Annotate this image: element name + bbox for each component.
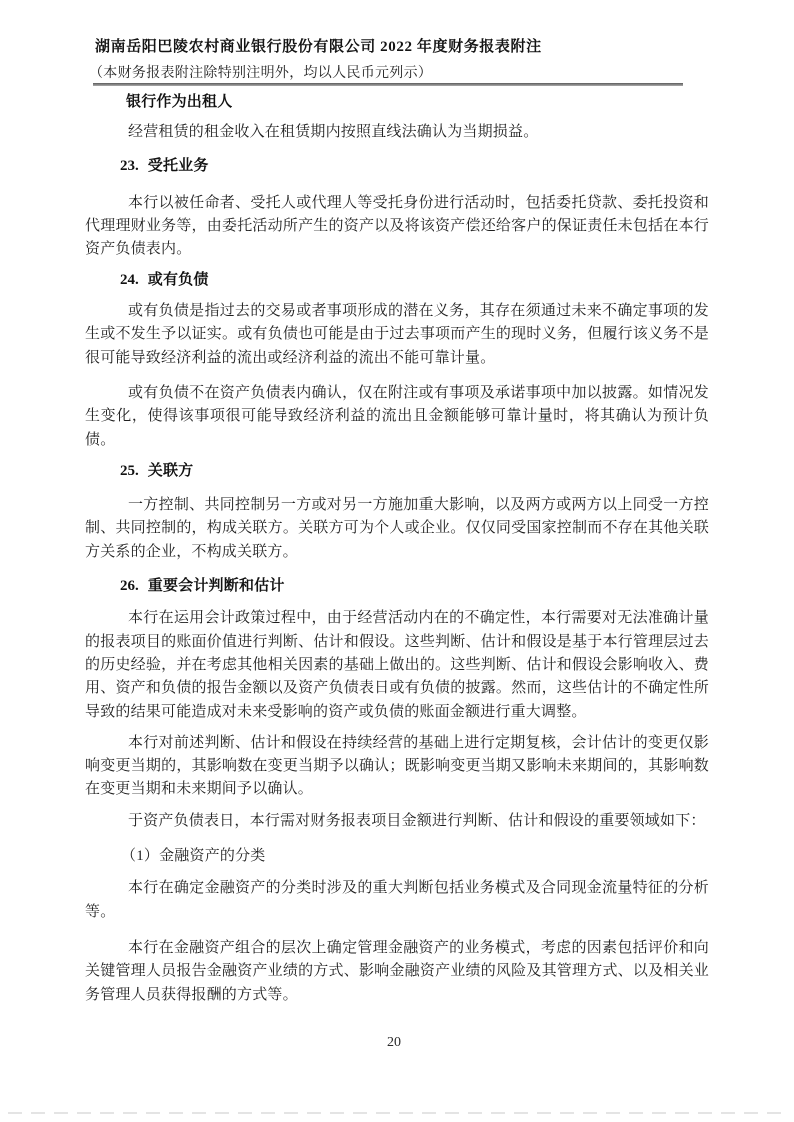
heading-bank-as-lessor: 银行作为出租人 — [126, 94, 233, 110]
report-header-note: （本财务报表附注除特别注明外，均以人民币元列示） — [89, 66, 433, 81]
heading-section-23 — [120, 155, 709, 178]
paragraph-sec26-sub1-2: 本行在金融资产组合的层次上确定管理金融资产的业务模式，考虑的因素包括评价和向关键管理人员报告金融资产业绩的方式、影响金融资产业绩的风险及其管理方式、以及相关业务管理人员获得报酬的方式等。 — [85, 939, 709, 1003]
section-24-number: 24. — [120, 271, 139, 288]
heading-sec26-sub1: （1）金融资产的分类 — [121, 848, 266, 865]
paragraph-sec26-sub1-1: 本行在确定金融资产的分类时涉及的重大判断包括业务模式及合同现金流量特征的分析等。 — [85, 880, 709, 920]
paragraph-sec23-1: 本行以被任命者、受托人或代理人等受托身份进行活动时，包括委托贷款、委托投资和代理理财业务等，由委托活动所产生的资产以及将该资产偿还给客户的保证责任未包括在本行资产负债表内。 — [85, 194, 709, 258]
heading-section-24 — [120, 269, 709, 292]
page-number: 20 — [387, 1035, 401, 1050]
section-25-number: 25. — [120, 462, 139, 479]
paragraph-lessor: 经营租赁的租金收入在租赁期内按照直线法确认为当期损益。 — [128, 124, 539, 141]
heading-section-26 — [120, 575, 709, 598]
document-body — [85, 0, 709, 1007]
paragraph-sec26-2: 本行对前述判断、估计和假设在持续经营的基础上进行定期复核，会计估计的变更仅影响变更当期的，其影响数在变更当期予以确认；既影响变更当期又影响未来期间的，其影响数在变更当期和未来期间予以确认。 — [85, 734, 709, 798]
report-header-title: 湖南岳阳巴陵农村商业银行股份有限公司 2022 年度财务报表附注 — [95, 39, 542, 55]
heading-section-25 — [120, 460, 709, 483]
paragraph-sec24-1: 或有负债是指过去的交易或者事项形成的潜在义务，其存在须通过未来不确定事项的发生或不发生予以证实。或有负债也可能是由于过去事项而产生的现时义务，但履行该义务不是很可能导致经济利益的流出或经济利益的流出不能可靠计量。 — [85, 303, 709, 366]
paragraph-sec24-2: 或有负债不在资产负债表内确认，仅在附注或有事项及承诺事项中加以披露。如情况发生变化，使得该事项很可能导致经济利益的流出且金额能够可靠计量时，将其确认为预计负债。 — [85, 384, 709, 448]
section-23-title: 受托业务 — [147, 157, 209, 174]
paragraph-sec25-1: 一方控制、共同控制另一方或对另一方施加重大影响，以及两方或两方以上同受一方控制、共同控制的，构成关联方。关联方可为个人或企业。仅仅同受国家控制而不存在其他关联方关系的企业，不构成关联方。 — [85, 497, 709, 560]
section-24-title: 或有负债 — [147, 271, 209, 288]
section-26-title: 重要会计判断和估计 — [147, 578, 285, 595]
scan-edge-artifact — [8, 1112, 786, 1114]
section-26-number: 26. — [120, 578, 139, 595]
paragraph-sec26-3: 于资产负债表日，本行需对财务报表项目金额进行判断、估计和假设的重要领域如下： — [128, 812, 706, 829]
paragraph-sec26-1: 本行在运用会计政策过程中，由于经营活动内在的不确定性，本行需要对无法准确计量的报表项目的账面价值进行判断、估计和假设。这些判断、估计和假设是基于本行管理层过去的历史经验，并在考虑其他相关因素的基础上做出的。这些判断、估计和假设会影响收入、费用、资产和负债的报告金额以及资产负债表日或有负债的披露。然而，这些估计的不确定性所导致的结果可能造成对未来受影响的资产或负债的账面金额进行重大调整。 — [85, 610, 709, 720]
section-25-title: 关联方 — [147, 462, 194, 479]
section-23-number: 23. — [120, 157, 139, 174]
